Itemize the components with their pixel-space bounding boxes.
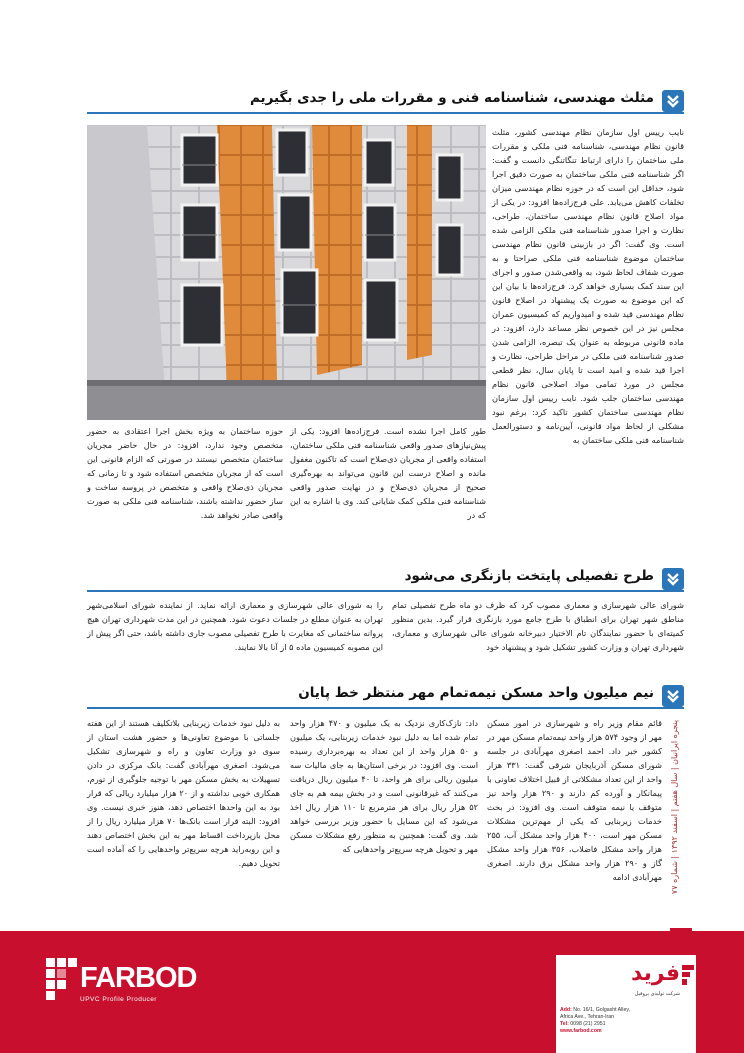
tel-label: Tel:: [560, 1021, 569, 1027]
paragraph: نایب رییس اول سازمان نظام مهندسی کشور، مثلث قانون نظام مهندسی، شناسنامه فنی ملکی و مقررات ملی ساختمان را دارای ارتباط تنگاتنگی دانست و گفت: اگر شناسنامه فنی ملکی ساختمان به صورت دقیق اجرا شود، حداقل این است که در حوزه نظام مهندسی میزان تخلفات کاهش می‌یابد. علی فرج‌زاده‌ها افزود: در یکی از مواد اصلاح قانون نظام مهندسی ساختمان، طراحی، نظارت و اجرا صدور شناسنامه فنی ملکی الزامی شده است. وی گفت: اگر در بازبینی قانون نظام مهندسی ساختمان موضوع شناسنامه فنی ملکی صراحتا و به صورت شفاف لحاظ شود، به واقعی‌شدن صدور و اجرای این سند کمک بسیاری خواهد کرد. فرج‌زاده‌ها با بیان این که این موضوع به صورت یک پیشنهاد در اصلاح قانون نظام مهندسی قید شده و امیدواریم که کمیسیون عمران مجلس نیز در این خصوص نظر مساعد دارد، افزود: در ماده قانونی مربوطه به عنوان یک تبصره، الزامی شدن صدور شناسنامه فنی ملکی در مراحل طراحی، نظارت و اجرا قید شده و امید است تا پایان سال، نظر قطعی مجلس در مورد تمامی مواد اصلاحی قانون نظام مهندسی ساختمان جلب شود. نایب رییس اول سازمان نظام مهندسی ساختمان کشور تاکید کرد: برغم نبود مشکلی از لحاظ مواد قانونی، آیین‌نامه و دستورالعمل شناسنامه فنی ملکی ساختمان به: [492, 127, 684, 445]
farbod-logo-text: FARBOD: [80, 962, 197, 994]
farbod-logo-mark: [46, 958, 78, 1010]
paragraph: طور کامل اجرا نشده است. فرج‌زاده‌ها افزود: یکی از پیش‌نیازهای صدور واقعی شناسنامه فنی ملکی ساختمان، استفاده واقعی از مجریان ذی‌صلاح است که تاکنون مغفول مانده و اصلاح درست این قانون می‌تواند به بهره‌گیری صحیح از مجریان ذی‌صلاح و در نهایت صدور واقعی شناسنامه فنی ملکی کمک شایانی کند. وی با اشاره به این که در: [290, 426, 486, 520]
paragraph: به دلیل نبود خدمات زیربنایی بلاتکلیف هستند از این هفته جلساتی با موضوع تعاونی‌ها و حضور هشت استان از سوی دو وزارت تعاون و راه و شهرسازی تشکیل می‌شود. اصغری مهرآبادی گفت: بانک مرکزی در دادن تسهیلات به بخش مسکن مهر با توجیه جلوگیری از تورم، همکاری خوبی نداشته و از ۲۰ هزار میلیارد ریالی که قرار بود به این واحدها اختصاص دهد، هنوز خبری نیست. وی افزود: البته قرار است بانک‌ها ۷۰ هزار میلیارد ریال را از محل بازپرداخت اقساط مهر به این بخش اختصاص دهند و این روبه‌راید هرچه سریع‌تر واحدهایی را که آماده است تحویل دهیم.: [87, 718, 280, 868]
section1-left-column: [87, 424, 283, 554]
brand-subtitle: شرکت تولیدی پروفیل: [634, 991, 680, 997]
paragraph: را به شورای عالی شهرسازی و معماری ارائه نماید. از نماینده شورای اسلامی‌شهر تهران به عنوان مطلع در جلسات دعوت شود. همچنین در این مدت شهرداری تهران هیچ پروانه ساختمانی که مغایرت با طرح تفصیلی مصوب جاری داشته باشد، حتی اگر پیش از این مصوبه کمیسیون ماده ۵ از آنا بالا نمایند.: [87, 600, 383, 652]
section3-column-3: [87, 716, 280, 926]
chevron-down-icon: [662, 90, 684, 112]
section-title: مثلث مهندسی، شناسنامه فنی و مقررات ملی را جدی بگیریم: [249, 90, 654, 106]
section-title: طرح تفصیلی پایتخت بازنگری می‌شود: [404, 568, 654, 584]
address-line-2: Africa Ave., Tehran-Iran: [560, 1014, 615, 1020]
farbod-tagline: UPVC Profile Producer: [80, 996, 157, 1003]
header-rule: [87, 707, 684, 709]
brand-mark-icon: [682, 965, 694, 985]
issue-info-text: پنجره ایرانیان | سال هفتم | اسفند ۱۳۹۲ | شماره ۷۷: [670, 719, 679, 895]
address-line-1: No. 16/1, Golgasht Alley,: [573, 1007, 630, 1013]
company-address: [560, 1007, 630, 1035]
header-rule: [87, 590, 684, 592]
issue-info-sidebar: [670, 692, 686, 922]
paragraph: شورای عالی شهرسازی و معماری مصوب کرد که ظرف دو ماه طرح تفصیلی تمام مناطق شهر تهران برای انطباق با طرح جامع مورد بازنگری قرار گیرد. بدین منظور کمیته‌ای با حضور نمایندگان تام الاختیار دبیرخانه شورای عالی شهرسازی و معماری، شهرداری تهران و وزارت کشور تشکیل شود و پیشنهاد خود: [392, 600, 684, 652]
paragraph: قائم مقام وزیر راه و شهرسازی در امور مسکن مهر از وجود ۵۷۴ هزار واحد نیمه‌تمام مسکن مهر در کشور خبر داد. احمد اصغری مهرآبادی در جلسه شورای مسکن آذربایجان شرقی گفت: ۳۳۱ هزار واحد از این تعداد مشکلاتی از قبیل اختلاف تعاونی با پیمانکار و آورده کم دارند و ۲۹۰ هزار واحد نیز متوقف یا نیمه متوقف است. وی افزود: در بحث خدمات زیربنایی که یکی از مهم‌ترین مشکلات مسکن مهر است، ۴۰۰ هزار واحد مشکل آب، ۲۵۵ هزار واحد مشکل فاضلاب، ۳۵۶ هزار واحد مشکل گاز و ۲۹۰ هزار واحد مشکل برق دارند. اصغری مهرآبادی ادامه: [487, 718, 663, 882]
section1-middle-column: [290, 424, 486, 554]
section2-left-column: [87, 598, 383, 668]
chevron-down-icon: [662, 568, 684, 590]
paragraph: حوزه ساختمان به ویژه بخش اجرا اعتقادی به حضور متخصص وجود ندارد، افزود: در حال حاضر مجریان ساختمان متخصص نیستند در صورتی که الزام قانونی این است که از مجریان متخصص استفاده شود و تا زمانی که مجریان ذی‌صلاح واقعی و متخصص در پروسه ساخت و ساز حضور نداشته باشند، شناسنامه فنی ملکی به صورت واقعی صادر نخواهد شد.: [87, 426, 283, 520]
address-label: Add:: [560, 1007, 572, 1013]
section-title: نیم میلیون واحد مسکن نیمه‌تمام مهر منتظر خط پایان: [298, 685, 654, 701]
header-rule: [87, 112, 684, 114]
section-header-engineering: [87, 88, 684, 114]
section3-column-2: [290, 716, 478, 926]
section2-right-column: [392, 598, 684, 668]
section1-right-column: [492, 125, 684, 557]
section-header-detailed-plan: [87, 566, 684, 592]
website-link[interactable]: www.farbod.com: [560, 1028, 602, 1034]
building-facade-photo: [87, 125, 486, 420]
tel-number: 0098 (21) 2951: [570, 1021, 606, 1027]
section-header-housing: [87, 683, 684, 709]
section3-column-1: [487, 716, 662, 926]
brand-logo-fa: فرید: [630, 961, 680, 986]
paragraph: داد: نازک‌کاری نزدیک به یک میلیون و ۴۷۰ هزار واحد تمام شده اما به دلیل نبود خدمات زیربنایی، یک میلیون و ۵۰ هزار واحد از این تعداد به بهره‌برداری رسیده است. وی افزود: در برخی استان‌ها به جای مالیات سه میلیون ریالی برای هر واحد، تا ۴۰ میلیون ریال دریافت می‌کنند که غیرقانونی است و در بخش بیمه هم به جای ۵۲ هزار ریال برای هر مترمربع تا ۱۱۰ هزار ریال اخذ می‌شود که این مسایل با حضور وزیر بررسی خواهد شد. وی گفت: همچنین به منظور رفع مشکلات مسکن مهر و تحویل هرچه سریع‌تر واحدهایی که: [290, 718, 478, 854]
company-contact-card: [556, 955, 696, 1053]
